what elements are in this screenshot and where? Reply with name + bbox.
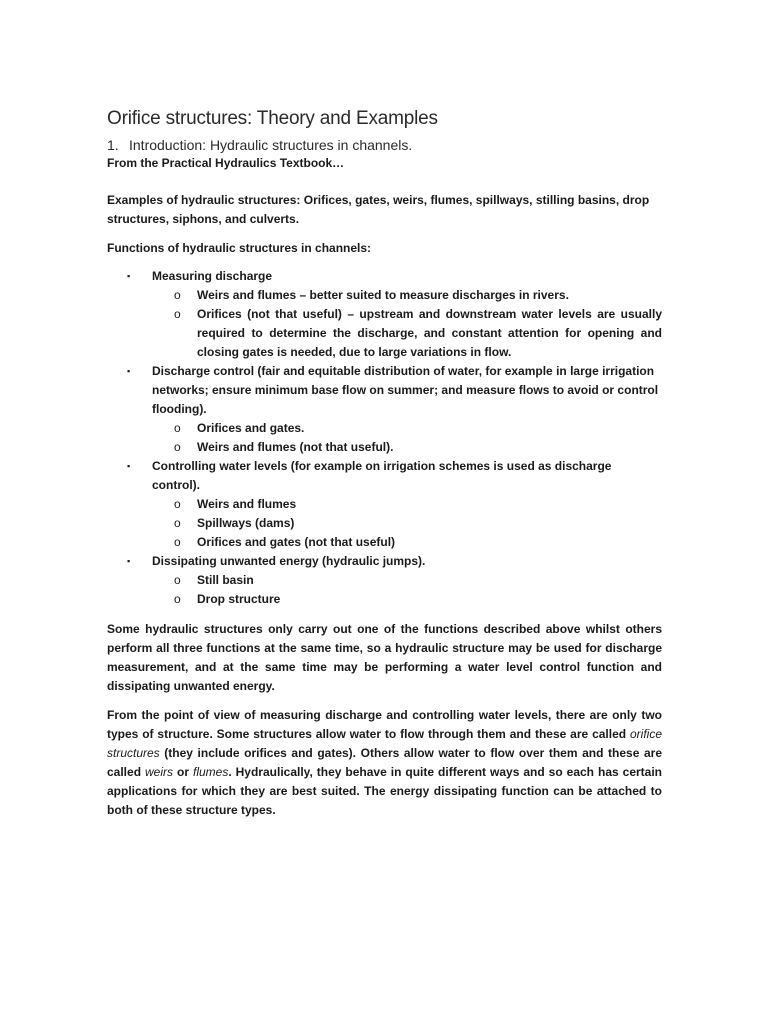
section-title: Introduction: Hydraulic structures in channels. (129, 137, 413, 153)
list-item (107, 552, 662, 609)
section-number: 1. (107, 137, 119, 153)
list-item (107, 457, 662, 552)
list-item-text: Measuring discharge (152, 269, 273, 283)
section-heading (107, 136, 662, 154)
circle-bullet-icon: o (174, 440, 181, 454)
paragraph-structure-types (107, 706, 662, 820)
list-item (107, 267, 662, 362)
sub-list-item (152, 495, 662, 514)
circle-bullet-icon: o (174, 497, 181, 511)
square-bullet-icon: ▪ (127, 366, 131, 376)
sub-list-item (152, 438, 662, 457)
sub-list-item-text: Orifices and gates. (197, 421, 305, 435)
document-body (107, 108, 662, 830)
source-line: From the Practical Hydraulics Textbook… (107, 156, 345, 170)
list-item-text: Discharge control (fair and equitable distribution of water, for example in large irrigation networks; ensure minimum base flow on summer; and measure flows to avoid or control flooding). (152, 364, 659, 416)
paragraph-functions-summary: Some hydraulic structures only carry out one of the functions described above whilst others perform all three functions at the same time, so a hydraulic structure may be used for discharge measurement, and at the same time may be performing a water level control function and dissipating unwanted energy. (107, 622, 662, 693)
sub-list-item-text: Still basin (197, 573, 254, 587)
sub-list (152, 495, 662, 552)
square-bullet-icon: ▪ (127, 461, 131, 471)
circle-bullet-icon: o (174, 592, 181, 606)
paragraph-text: or (173, 765, 193, 779)
sub-list (152, 571, 662, 609)
sub-list-item-text: Spillways (dams) (197, 516, 295, 530)
sub-list-item (152, 533, 662, 552)
sub-list (152, 419, 662, 457)
sub-list-item-text: Weirs and flumes – better suited to measure discharges in rivers. (197, 288, 569, 302)
sub-list (152, 286, 662, 362)
circle-bullet-icon: o (174, 421, 181, 435)
document-title: Orifice structures: Theory and Examples (107, 108, 438, 129)
sub-list-item (152, 590, 662, 609)
list-item (107, 362, 662, 457)
list-item-text: Controlling water levels (for example on irrigation schemes is used as discharge control). (152, 459, 612, 492)
square-bullet-icon: ▪ (127, 271, 131, 281)
circle-bullet-icon: o (174, 288, 181, 302)
sub-list-item-text: Orifices and gates (not that useful) (197, 535, 396, 549)
sub-list-item-text: Drop structure (197, 592, 281, 606)
circle-bullet-icon: o (174, 573, 181, 587)
square-bullet-icon: ▪ (127, 556, 131, 566)
paragraph-text: . Hydraulically, they behave in quite different ways and so each has certain applications for which they are best suited. The energy dissipating function can be attached to both of these structure types. (107, 765, 662, 817)
sub-list-item (152, 286, 662, 305)
circle-bullet-icon: o (174, 307, 181, 321)
emphasis-weirs: weirs (145, 765, 174, 779)
emphasis-orifice-structures: orifice structures (107, 727, 662, 760)
list-item-text: Dissipating unwanted energy (hydraulic jumps). (152, 554, 426, 568)
circle-bullet-icon: o (174, 516, 181, 530)
sub-list-item (152, 514, 662, 533)
sub-list-item (152, 305, 662, 362)
sub-list-item (152, 571, 662, 590)
functions-list (107, 267, 662, 609)
circle-bullet-icon: o (174, 535, 181, 549)
sub-list-item-text: Weirs and flumes (not that useful). (197, 440, 394, 454)
paragraph-text: (they include orifices and gates). Others allow water to flow over them and these are called (107, 746, 662, 779)
functions-heading: Functions of hydraulic structures in channels: (107, 241, 372, 255)
paragraph-text: From the point of view of measuring discharge and controlling water levels, there are only two types of structure. Some structures allow water to flow through them and these are called (107, 708, 662, 741)
examples-paragraph: Examples of hydraulic structures: Orifices, gates, weirs, flumes, spillways, stilling basins, drop structures, siphons, and culverts. (107, 193, 650, 226)
sub-list-item-text: Weirs and flumes (197, 497, 297, 511)
sub-list-item-text: Orifices (not that useful) – upstream and downstream water levels are usually required to determine the discharge, and constant attention for opening and closing gates is needed, due to large variations in flow. (197, 307, 662, 359)
sub-list-item (152, 419, 662, 438)
emphasis-flumes: flumes (192, 765, 229, 779)
